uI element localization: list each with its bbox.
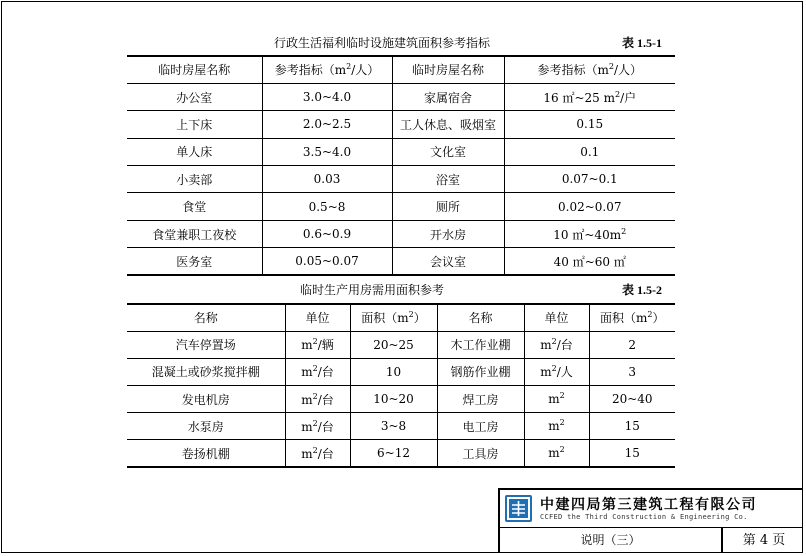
table1-cell: 3.0~4.0: [262, 83, 392, 110]
table2-cell: 木工作业棚: [437, 331, 524, 358]
table-row: [127, 386, 675, 413]
table1-cell: 3.5~4.0: [262, 138, 392, 165]
table2-header-cell: 面积$(m^2)$: [589, 304, 675, 331]
table1-header-row: [127, 56, 675, 83]
table1-cell: 0.03: [262, 166, 392, 193]
table1-cell: 食堂兼职工夜校: [127, 220, 262, 247]
table2-cell: 2: [589, 331, 675, 358]
table-temporary-facilities: [127, 55, 675, 276]
table1-cell: 小卖部: [127, 166, 262, 193]
table2-cell: $m^2/$台: [285, 413, 350, 440]
table1-cell: 0.6~0.9: [262, 220, 392, 247]
table2-cell: 10~20: [350, 386, 437, 413]
table2-number: 表 1.5-2: [622, 283, 662, 297]
table1-header-cell: 参考指标（$m^2/$人）: [504, 56, 675, 83]
table-row: [127, 166, 675, 193]
table-row: [127, 440, 675, 467]
table2-cell: 水泵房: [127, 413, 285, 440]
table-row: [127, 413, 675, 440]
table2-cell: 焊工房: [437, 386, 524, 413]
table1-cell: 0.15: [504, 111, 675, 138]
table2-cell: $m^2/$台: [285, 386, 350, 413]
table1-cell: 家属宿舍: [392, 83, 504, 110]
table-row: [127, 138, 675, 165]
table2-header-cell: 名称: [437, 304, 524, 331]
table2-cell: 汽车停置场: [127, 331, 285, 358]
table1-cell: 厕所: [392, 193, 504, 220]
table1-cell: 10 $㎡\sim 40m^2$: [504, 220, 675, 247]
table1-cell: 浴室: [392, 166, 504, 193]
table-row: [127, 220, 675, 247]
table-row: [127, 331, 675, 358]
table2-cell: 发电机房: [127, 386, 285, 413]
table1-cell: 0.07~0.1: [504, 166, 675, 193]
table1-header-cell: 临时房屋名称: [392, 56, 504, 83]
table2-cell: 钢筋作业棚: [437, 358, 524, 385]
table2-cell: 3: [589, 358, 675, 385]
table2-header-cell: 单位: [524, 304, 589, 331]
table1-cell: 会议室: [392, 248, 504, 275]
table1-cell: 2.0~2.5: [262, 111, 392, 138]
table1-cell: 文化室: [392, 138, 504, 165]
table2-caption: 临时生产用房需用面积参考: [300, 283, 445, 297]
table2-cell: $m^2/$人: [524, 358, 589, 385]
table1-caption: 行政生活福利临时设施建筑面积参考指标: [274, 36, 491, 50]
table1-cell: 工人休息、吸烟室: [392, 111, 504, 138]
table2-cell: 20~25: [350, 331, 437, 358]
table2-cell: 10: [350, 358, 437, 385]
table2-cell: $m^2$: [524, 386, 589, 413]
table1-cell: 0.05~0.07: [262, 248, 392, 275]
table2-cell: 卷扬机棚: [127, 440, 285, 467]
table2-cell: $m^2/$辆: [285, 331, 350, 358]
table1-cell: 上下床: [127, 111, 262, 138]
table2-cell: $m^2/$台: [524, 331, 589, 358]
table2-header-row: [127, 304, 675, 331]
table2-header-cell: 面积$(m^2)$: [350, 304, 437, 331]
company-name-cn: 中建四局第三建筑工程有限公司: [540, 497, 757, 513]
cscec-logo-icon: [505, 495, 532, 522]
title-block-company: [500, 490, 803, 528]
table1-cell: 0.02~0.07: [504, 193, 675, 220]
page-number: 第 4 页: [742, 533, 786, 548]
table1-cell: 0.5~8: [262, 193, 392, 220]
table2-cell: $m^2$: [524, 440, 589, 467]
table-row: [127, 83, 675, 110]
table1-cell: 开水房: [392, 220, 504, 247]
table1-cell: 医务室: [127, 248, 262, 275]
table1-cell: 食堂: [127, 193, 262, 220]
table1-cell: 办公室: [127, 83, 262, 110]
table1-header-cell: 参考指标（$m^2/$人）: [262, 56, 392, 83]
table2-cell: 6~12: [350, 440, 437, 467]
table1-number: 表 1.5-1: [622, 36, 662, 50]
table2-cell: 3~8: [350, 413, 437, 440]
table-row: [127, 358, 675, 385]
table2-cell: $m^2/$台: [285, 358, 350, 385]
table2-cell: 15: [589, 413, 675, 440]
table1-cell: 单人床: [127, 138, 262, 165]
table2-cell: $m^2/$台: [285, 440, 350, 467]
table1-cell: 0.1: [504, 138, 675, 165]
table1-cell: 40 ㎡~60 ㎡: [504, 248, 675, 275]
table-production-buildings: [127, 303, 675, 468]
table2-cell: 工具房: [437, 440, 524, 467]
sheet-title: 说明（三）: [500, 528, 723, 553]
table2-cell: 20~40: [589, 386, 675, 413]
table1-header-cell: 临时房屋名称: [127, 56, 262, 83]
table-row: [127, 111, 675, 138]
table2-cell: 混凝土或砂浆搅拌棚: [127, 358, 285, 385]
table2-header-cell: 名称: [127, 304, 285, 331]
table2-cell: 15: [589, 440, 675, 467]
table2-cell: $m^2$: [524, 413, 589, 440]
table2-cell: 电工房: [437, 413, 524, 440]
company-name-en: CCFED the Third Construction & Engineering Co.: [540, 513, 748, 521]
table2-header-cell: 单位: [285, 304, 350, 331]
table1-cell: 16 ㎡~25 $m^2/$户: [504, 83, 675, 110]
table-row: [127, 248, 675, 275]
title-block: [498, 488, 803, 553]
table-row: [127, 193, 675, 220]
